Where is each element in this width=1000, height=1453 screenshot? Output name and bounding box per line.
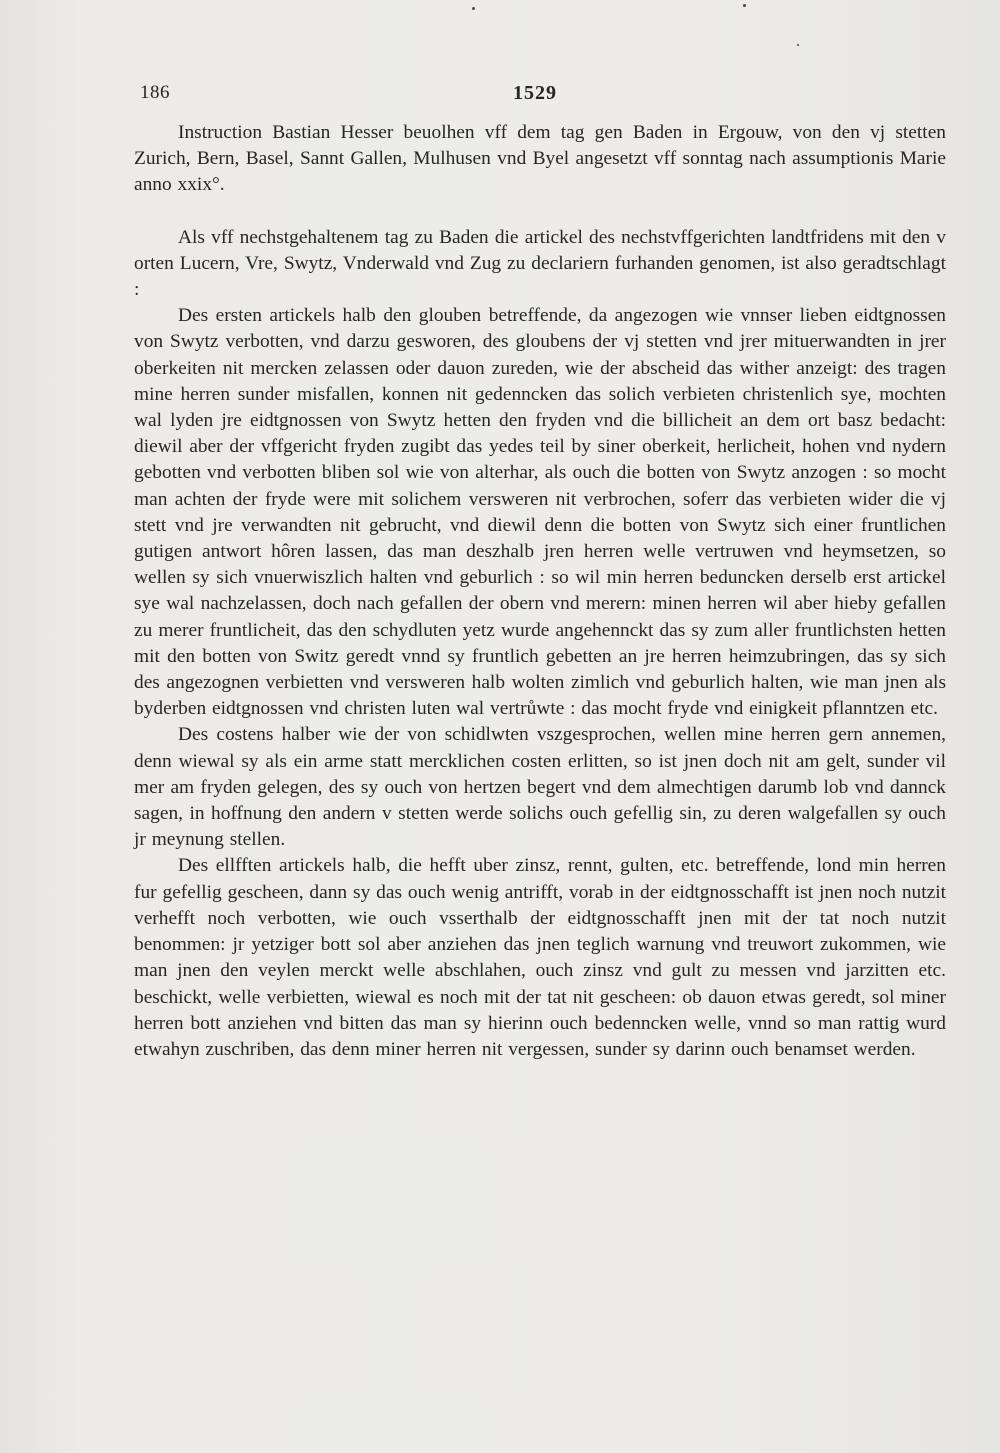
speck-mark bbox=[472, 7, 475, 10]
paragraph-instruction-title: Instruction Bastian Hesser beuolhen vff dem tag gen Baden in Ergouw, von den vj stetten Zurich, Bern, Basel, Sannt Gallen, Mulhusen vnd Byel angesetzt vff sonntag nach assumptionis Marie anno xxix°. bbox=[134, 122, 946, 196]
paragraph-costs: Des costens halber wie der von schidlwten vszgesprochen, wellen mine herren gern annemen, denn wiewal sy als ein arme statt mercklichen costen erlitten, so ist jnen doch nit am gelt, sunder vil mer am fryden gelegen, des sy ouch von hertzen begert vnd dem almechtigen darumb lob vnd dannck sagen, in hoffnung den andern v stetten werde solichs ouch gefellig sin, zu deren walgefallen sy ouch jr meynung stellen. bbox=[134, 724, 946, 851]
paragraph-first-article: Des ersten artickels halb den glouben betreffende, da angezogen wie vnnser lieben eidtgnossen von Swytz verbotten, vnd darzu gesworen, des gloubens der vj stetten vnd jrer mituerwandten in jrer oberkeiten nit mercken zelassen oder dauon zureden, wie der abscheid das wither anzeigt: des tragen mine herren sunder misfallen, konnen nit gedenncken das solich verbieten christenlich sye, mochten wal lyden jre eidtgnossen von Swytz hetten den fryden vnd die billicheit an dem ort basz bedacht: diewil aber der vffgericht fryden zugibt das yedes teil by siner oberkeit, herlicheit, hohen vnd nydern gebotten vnd verbotten bliben sol wie von alterhar, als ouch die botten von Swytz anzogen : so mocht man achten der fryde were mit solichem versweren nit verbrochen, soferr das verbieten wider die vj stett vnd jre verwandten nit gebrucht, vnd diewil denn die botten von Swytz sich einer fruntlichen gutigen antwort hôren lassen, das man deszhalb jren herren welle vertruwen vnd heymsetzen, so wellen sy sich vnuerwiszlich halten vnd geburlich : so wil min herren beduncken derselb erst artickel sye wal nachzelassen, doch nach gefallen der obern vnd merern: minen herren wil aber hieby gefallen zu merer fruntlicheit, das den schydluten yetz wurde angehennckt das sy zum aller fruntlichsten hetten mit den botten von Switz geredt vnnd sy fruntlich gebetten an jre herren heimzubringen, das sy sich des angezognen verbietten vnd versweren halb wolten zimlich vnd geburlich halten, wie man jnen als byderben eidtgnossen vnd christen luten wal vertrůwte : das mocht fryde vnd einigkeit pflanntzen etc. bbox=[134, 305, 946, 720]
running-head-year: 1529 bbox=[513, 82, 557, 104]
speck-mark bbox=[797, 44, 799, 46]
page-header bbox=[140, 82, 960, 112]
page-number: 186 bbox=[140, 82, 170, 103]
paragraph-preamble: Als vff nechstgehaltenem tag zu Baden die artickel des nechstvffgerichten landtfridens mit den v orten Lucern, Vre, Swytz, Vnderwald vnd Zug zu declariern furhanden genomen, ist also geradtschlagt : bbox=[134, 226, 946, 301]
paragraph-eleventh-article: Des ellfften artickels halb, die hefft uber zinsz, rennt, gulten, etc. betreffende, lond min herren fur gefellig gescheen, dann sy das ouch wenig antrifft, vorab in der eidtgnosschafft ist jnen noch nutzit verhefft noch verbotten, wie ouch vsserthalb der eidtgnosschafft jnen mit der tat noch nutzit benommen: jr yetziger bott sol aber anziehen das jnen teglich warnung vnd treuwort zukommen, wie man jnen den veylen merckt welle abschlahen, ouch zinsz vnd gult zu messen vnd jarzitten etc. beschickt, welle verbietten, wiewal es noch mit der tat nit gescheen: ob dauon etwas geredt, sol miner herren bott anziehen vnd bitten das man sy hierinn ouch bedenncken welle, vnnd so man rattig wurd etwahyn zuschriben, das denn miner herren nit vergessen, sunder sy darinn ouch benamset werden. bbox=[134, 855, 946, 1060]
document-body bbox=[134, 120, 946, 1063]
speck-mark bbox=[743, 4, 746, 7]
